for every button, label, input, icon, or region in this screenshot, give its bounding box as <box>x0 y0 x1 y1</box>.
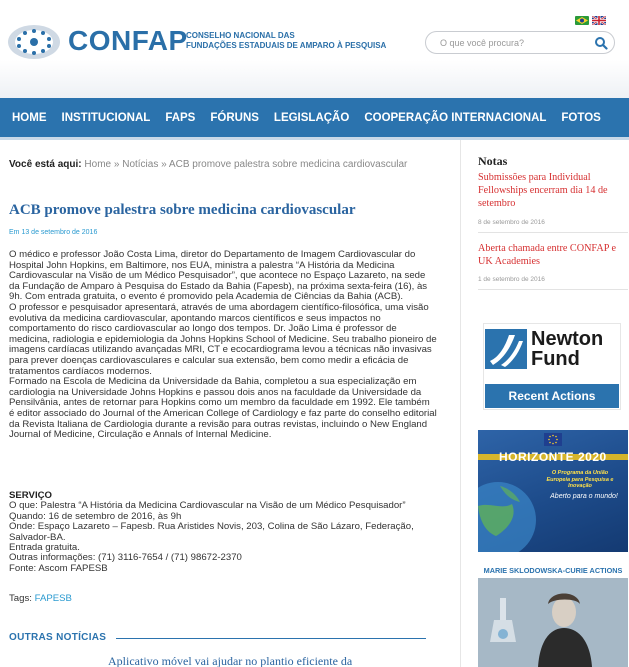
newton-name: Newton <box>531 328 604 350</box>
brand-subtitle <box>186 31 386 51</box>
horizonte-subtitle: Aberto para o mundo! <box>550 493 618 500</box>
search-box <box>425 31 615 54</box>
eu-flag-icon <box>544 433 562 446</box>
service-line: Entrada gratuita. <box>9 542 80 554</box>
tags-label: Tags: <box>9 593 32 604</box>
brazil-flag-icon[interactable] <box>575 16 589 25</box>
outras-noticias-divider <box>116 638 426 639</box>
breadcrumb-separator: » <box>161 159 167 170</box>
outras-noticias-heading: OUTRAS NOTÍCIAS <box>9 632 107 643</box>
article-tags <box>9 593 72 604</box>
article-paragraph: O médico e professor João Costa Lima, diretor do Departamento de Imagem Cardiovascular do Hospital John Hopkins, em Baltimore, nos EUA, ministra a palestra “A História da Medicina Cardiovascular na Visão de um Médico Pesquisador”, que acontece no Espaço Lazareto, na sede da Fundação de Amparo à Pesquisa do Estado da Bahia (Fapesb), na próxima sexta-feira (16), às 9h. Com entrada gratuita, o evento é promovido pela Academia de Ciências da Bahia (ACB). <box>9 249 428 303</box>
newton-fund-text: Fund <box>531 348 580 370</box>
recent-actions-button[interactable]: Recent Actions <box>485 384 619 408</box>
breadcrumb-current: ACB promove palestra sobre medicina cardiovascular <box>168 159 408 170</box>
search-icon[interactable] <box>594 36 608 50</box>
nota-date: 1 de setembro de 2016 <box>478 276 545 283</box>
article-body <box>9 250 437 441</box>
marie-curie-title: MARIE SKLODOWSKA-CURIE ACTIONS <box>478 564 628 578</box>
brand-subtitle-line2: FUNDAÇÕES ESTADUAIS DE AMPARO À PESQUISA <box>186 41 387 50</box>
service-line: Outras informações: (71) 3116-7654 / (71) 98672-2370 <box>9 552 242 564</box>
notas-title: Notas <box>478 154 508 168</box>
nota-date: 8 de setembro de 2016 <box>478 219 545 226</box>
nav-institucional[interactable]: INSTITUCIONAL <box>61 111 151 124</box>
nav-bottom-border <box>0 137 629 140</box>
service-line: O que: Palestra “A História da Medicina Cardiovascular na Visão de um Médico Pesquisador” <box>9 500 406 512</box>
horizonte-2020-banner[interactable] <box>478 430 628 552</box>
nota-separator <box>478 289 628 290</box>
globe-icon <box>478 466 540 552</box>
brand-subtitle-line1: CONSELHO NACIONAL DAS <box>186 31 295 40</box>
nav-fotos[interactable]: FOTOS <box>561 111 601 124</box>
article-paragraph: Formado na Escola de Medicina da Universidade da Bahia, completou a sua especialização em cardiologia na Universidade Johns Hopkins e passou dois anos na faculdade da Universidade da Pensilvânia, antes de retornar para Hopkins como um membro da faculdade em 1992. Ele também é editor associado do Journal of the American College of Cardiology e faz parte do conselho editorial da Revista Italiana de Cardiologia durante a revisão para outras revistas, incluindo o New England Journal of Medicine, Circulação e Annals of Internal Medicine. <box>9 376 437 441</box>
nav-home[interactable]: HOME <box>12 111 47 124</box>
nav-foruns[interactable]: FÓRUNS <box>210 111 259 124</box>
service-heading: SERVIÇO <box>9 490 53 501</box>
breadcrumb-home[interactable]: Home <box>84 159 112 170</box>
nav-cooperacao-internacional[interactable]: COOPERAÇÃO INTERNACIONAL <box>364 111 547 124</box>
marie-curie-banner[interactable] <box>478 564 628 667</box>
nav-legislacao[interactable]: LEGISLAÇÃO <box>273 111 350 124</box>
search-input[interactable] <box>440 35 590 51</box>
marie-curie-portrait-icon <box>478 578 628 667</box>
nota-separator <box>478 232 628 233</box>
article-title: ACB promove palestra sobre medicina cardiovascular <box>9 202 356 218</box>
brand-name[interactable]: CONFAP <box>68 25 188 56</box>
nota-link[interactable]: Aberta chamada entre CONFAP e UK Academies <box>478 243 617 267</box>
uk-flag-icon[interactable] <box>592 16 606 25</box>
newton-fund-logo-icon <box>485 329 527 369</box>
horizonte-tagline: O Programa da União Europeia para Pesquisa e Inovação <box>546 470 614 489</box>
breadcrumb <box>9 159 407 170</box>
article-date: Em 13 de setembro de 2016 <box>9 229 98 236</box>
site-header <box>0 0 629 98</box>
confap-logo-icon[interactable] <box>7 22 61 62</box>
tag-fapesb[interactable]: FAPESB <box>34 593 72 604</box>
sidebar-divider <box>460 140 461 667</box>
service-line: Onde: Espaço Lazareto – Fapesb. Rua Aristides Novis, 203, Colina de São Lázaro, Federação, Salvador-BA. <box>9 521 414 543</box>
main-nav <box>0 98 629 137</box>
nav-faps[interactable]: FAPS <box>165 111 196 124</box>
breadcrumb-label: Você está aqui: <box>9 159 82 170</box>
service-line: Fonte: Ascom FAPESB <box>9 562 108 574</box>
language-flags <box>575 16 606 25</box>
article-paragraph: O professor e pesquisador apresentará, através de uma abordagem científico-filosófica, uma visão evolutiva da medicina cardiovascular, apontando marcos científicos e seus impactos no comportamento do risco cardiovascular ao longo dos tempos. Dr. João Lima é professor de medicina, radiologia e epidemiologia da Johns Hopkins School of Medicine. Seu trabalho pioneiro de imagens cardíacas utilizando avançadas MRI, CT e ecocardiograma levou a técnicas não invasivas para prever doenças cardiovasculares e calcular sua extensão, bem como medir a eficácia de tratamentos cardíacos modernos. <box>9 301 437 377</box>
service-line: Quando: 16 de setembro de 2016, às 9h <box>9 510 182 522</box>
service-info <box>9 491 437 574</box>
header-shade <box>0 60 629 98</box>
nota-link[interactable]: Submissões para Individual Fellowships encerram dia 14 de setembro <box>478 172 608 209</box>
newton-fund-banner[interactable] <box>483 323 621 410</box>
breadcrumb-noticias[interactable]: Notícias <box>122 159 159 170</box>
breadcrumb-separator: » <box>113 159 120 170</box>
horizonte-title: HORIZONTE 2020 <box>499 450 607 464</box>
outras-noticias-item[interactable]: Aplicativo móvel vai ajudar no plantio eficiente da <box>108 654 353 667</box>
